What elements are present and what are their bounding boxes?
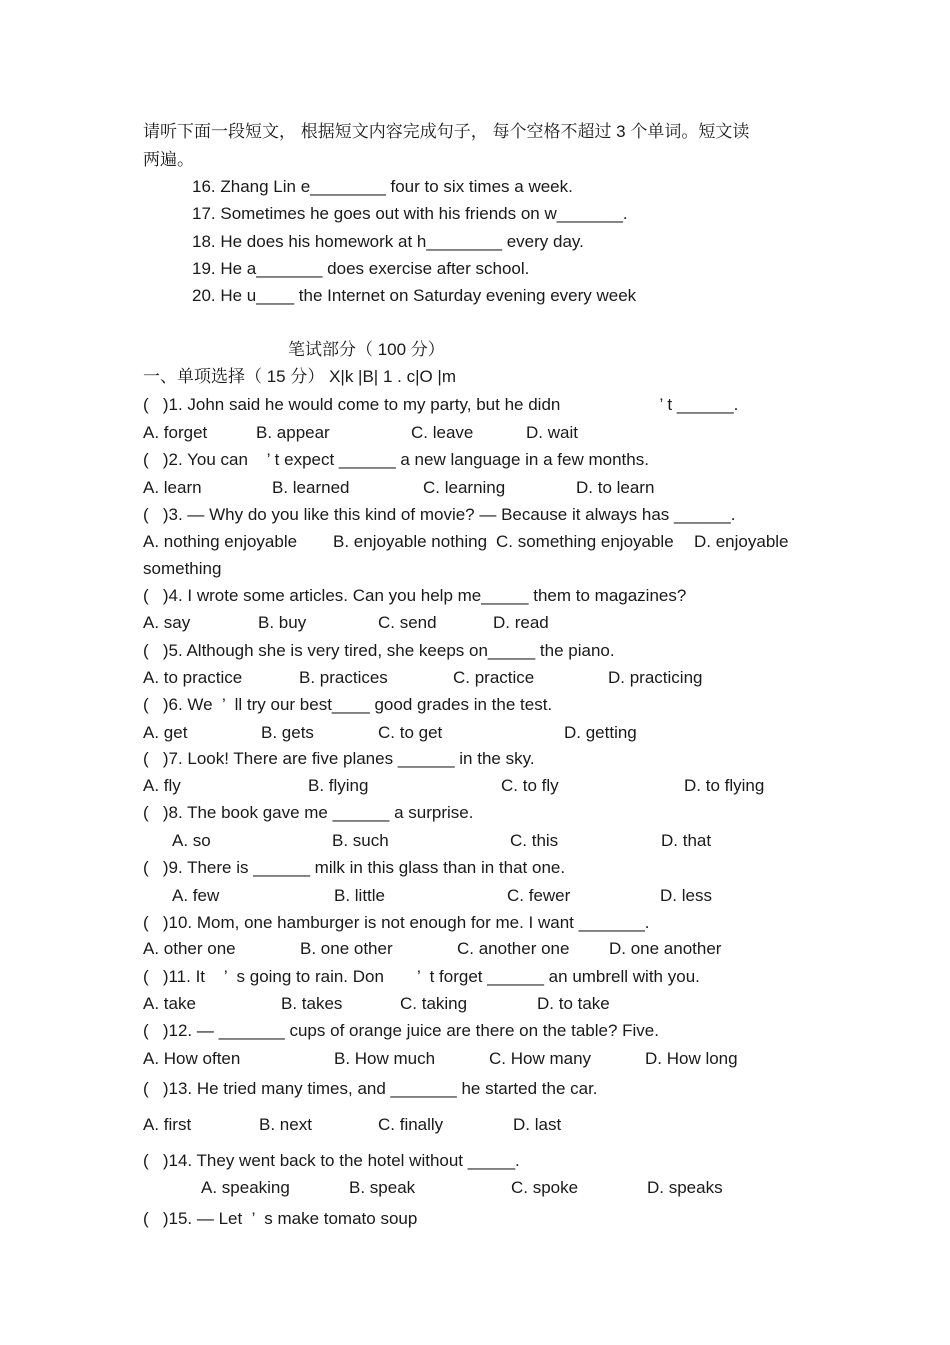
listening-item: 18. He does his homework at h________ every day. xyxy=(192,232,584,251)
option-a: A. fly xyxy=(143,776,181,795)
option-a: A. nothing enjoyable xyxy=(143,532,298,551)
option-c: C. something enjoyable xyxy=(496,532,674,551)
option-d: D. How long xyxy=(645,1049,738,1068)
option-a: A. How often xyxy=(143,1049,241,1068)
option-a: A. take xyxy=(143,994,196,1013)
question-stem: ( )14. They went back to the hotel without _____. xyxy=(143,1151,520,1170)
option-b: B. appear xyxy=(256,423,330,442)
option-a: A. get xyxy=(143,723,188,742)
question-stem: ( )9. There is ______ milk in this glass than in that one. xyxy=(143,858,566,877)
option-a: A. forget xyxy=(143,423,208,442)
option-a: A. other one xyxy=(143,939,236,958)
option-a: A. speaking xyxy=(201,1178,290,1197)
option-d-continuation: something xyxy=(143,559,222,578)
question-stem: ( )2. You can ’ t expect ______ a new language in a few months. xyxy=(143,450,649,469)
option-a: A. say xyxy=(143,613,191,632)
question-stem: ( )4. I wrote some articles. Can you help me_____ them to magazines? xyxy=(143,586,687,605)
option-d: D. to take xyxy=(537,994,610,1013)
option-d: D. less xyxy=(660,886,712,905)
option-c: C. send xyxy=(378,613,437,632)
listening-item: 19. He a_______ does exercise after school. xyxy=(192,259,530,278)
section-title: 一、单项选择（ 15 分） X|k |B| 1 . c|O |m xyxy=(143,367,457,386)
question-stem: ( )15. — Let ’ s make tomato soup xyxy=(143,1209,418,1228)
question-stem: ( )12. — _______ cups of orange juice are there on the table? Five. xyxy=(143,1021,659,1040)
option-d: D. enjoyable xyxy=(694,532,789,551)
listening-item: 20. He u____ the Internet on Saturday evening every week xyxy=(192,286,637,305)
option-c: C. to fly xyxy=(501,776,559,795)
option-c: C. this xyxy=(510,831,559,850)
option-a: A. to practice xyxy=(143,668,243,687)
option-b: B. enjoyable nothing xyxy=(333,532,488,551)
option-c: C. taking xyxy=(400,994,468,1013)
listening-item: 16. Zhang Lin e________ four to six times a week. xyxy=(192,177,573,196)
written-part-title: 笔试部分（ 100 分） xyxy=(288,340,445,359)
option-d: D. that xyxy=(661,831,712,850)
question-stem: ( )11. It ’ s going to rain. Don ’ t forget ______ an umbrell with you. xyxy=(143,967,700,986)
option-c: C. to get xyxy=(378,723,443,742)
option-d: D. wait xyxy=(526,423,578,442)
option-b: B. learned xyxy=(272,478,350,497)
option-b: B. one other xyxy=(300,939,393,958)
option-c: C. leave xyxy=(411,423,474,442)
option-c: C. spoke xyxy=(511,1178,579,1197)
option-d: D. getting xyxy=(564,723,637,742)
option-d: D. speaks xyxy=(647,1178,723,1197)
option-c: C. finally xyxy=(378,1115,444,1134)
option-b: B. gets xyxy=(261,723,314,742)
option-c: C. learning xyxy=(423,478,506,497)
option-b: B. next xyxy=(259,1115,312,1134)
option-d: D. read xyxy=(493,613,549,632)
option-b: B. How much xyxy=(334,1049,436,1068)
option-d: D. to learn xyxy=(576,478,655,497)
option-c: C. fewer xyxy=(507,886,571,905)
question-stem: ( )8. The book gave me ______ a surprise. xyxy=(143,803,474,822)
listening-instruction-line1: 请听下面一段短文， 根据短文内容完成句子， 每个空格不超过 3 个单词。短文读 xyxy=(143,122,750,141)
question-stem: ( )13. He tried many times, and _______ he started the car. xyxy=(143,1079,598,1098)
question-stem: ( )7. Look! There are five planes ______ in the sky. xyxy=(143,749,535,768)
option-c: C. another one xyxy=(457,939,570,958)
option-b: B. flying xyxy=(308,776,369,795)
option-b: B. buy xyxy=(258,613,307,632)
option-a: A. learn xyxy=(143,478,202,497)
option-b: B. practices xyxy=(299,668,388,687)
question-stem: ( )6. We ’ ll try our best____ good grades in the test. xyxy=(143,695,553,714)
option-c: C. practice xyxy=(453,668,535,687)
question-stem: ( )5. Although she is very tired, she keeps on_____ the piano. xyxy=(143,641,615,660)
option-b: B. speak xyxy=(349,1178,416,1197)
listening-item: 17. Sometimes he goes out with his friends on w_______. xyxy=(192,204,628,223)
question-stem: ( )3. — Why do you like this kind of movie? — Because it always has ______. xyxy=(143,505,736,524)
option-d: D. practicing xyxy=(608,668,703,687)
listening-instruction-line2: 两遍。 xyxy=(143,150,194,169)
option-c: C. How many xyxy=(489,1049,592,1068)
option-b: B. takes xyxy=(281,994,343,1013)
option-a: A. few xyxy=(172,886,220,905)
question-stem: ( )1. John said he would come to my party, but he didn ’ t ______. xyxy=(143,395,739,414)
option-d: D. one another xyxy=(609,939,722,958)
option-a: A. so xyxy=(172,831,211,850)
option-b: B. little xyxy=(334,886,386,905)
option-d: D. to flying xyxy=(684,776,765,795)
question-stem: ( )10. Mom, one hamburger is not enough for me. I want _______. xyxy=(143,913,650,932)
option-d: D. last xyxy=(513,1115,562,1134)
option-a: A. first xyxy=(143,1115,192,1134)
option-b: B. such xyxy=(332,831,389,850)
